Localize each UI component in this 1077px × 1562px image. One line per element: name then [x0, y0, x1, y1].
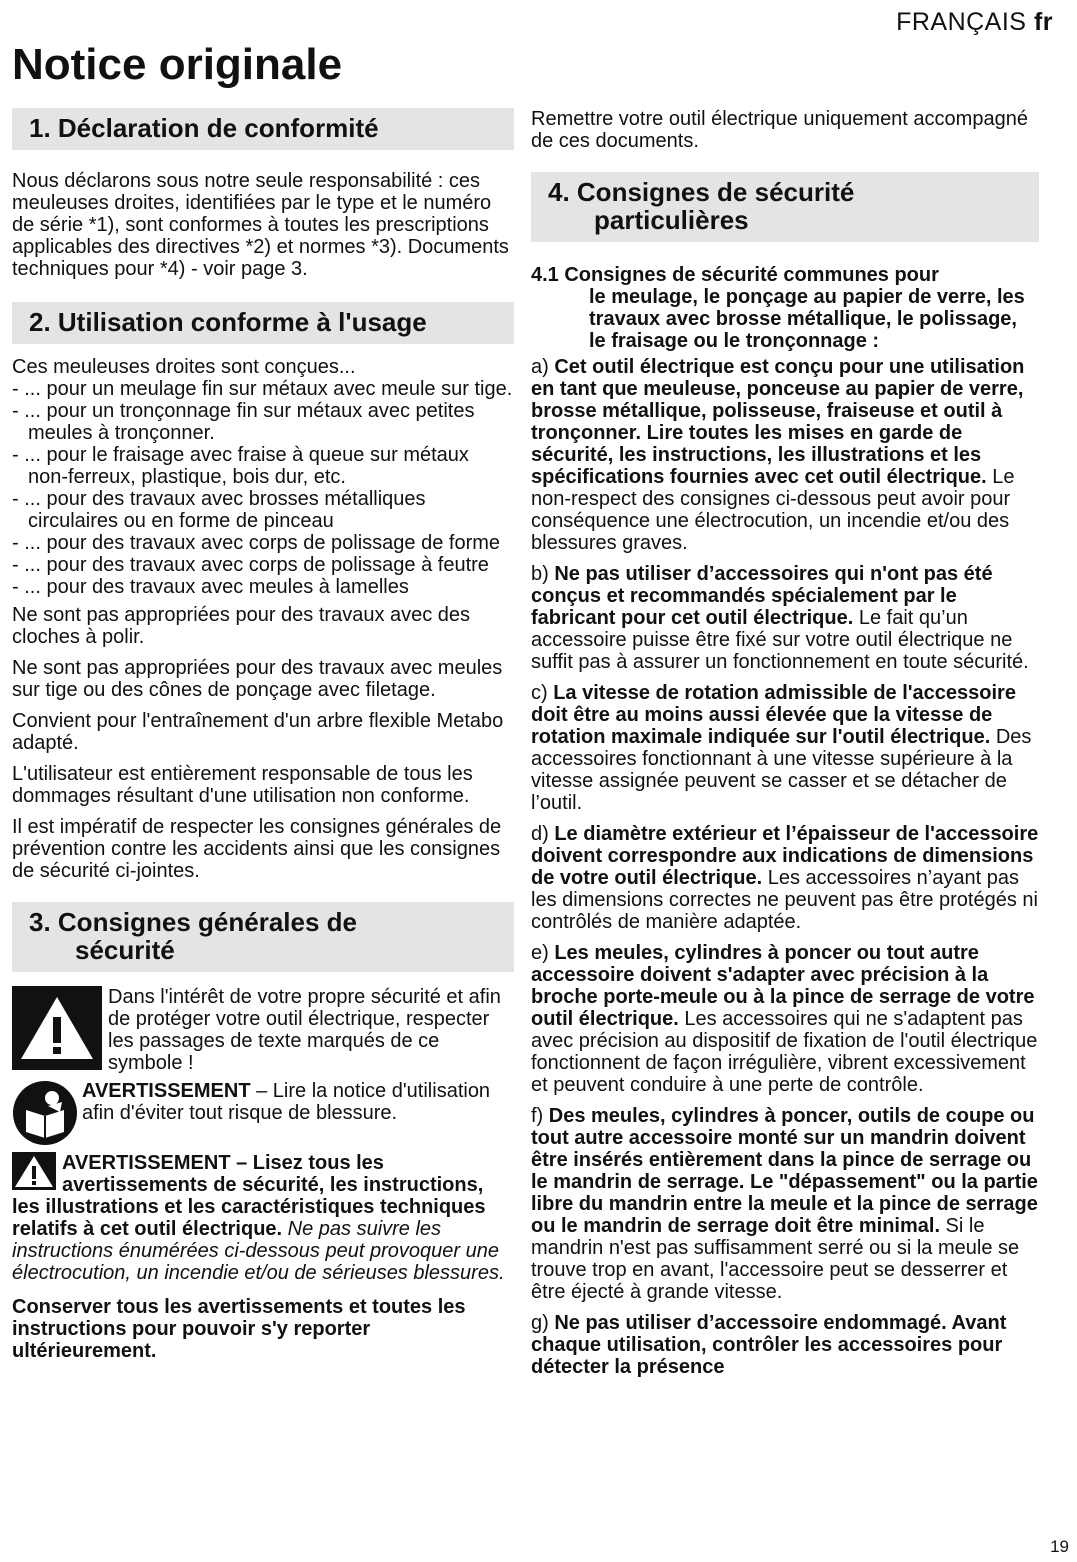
section-1-heading: 1. Déclaration de conformité [12, 108, 514, 150]
subsection-4-1-heading: 4.1 Consignes de sécurité communes pour le meulage, le ponçage au papier de verre, les travaux avec brosse métallique, le polissage, le fraisage ou le tronçonnage : [531, 264, 1025, 352]
keep-instructions: Conserver tous les avertissements et toutes les instructions pour pouvoir s'y reporter ultérieurement. [12, 1296, 466, 1362]
usage-list [12, 378, 514, 598]
page-title: Notice originale [12, 40, 343, 89]
list-item: - ... pour un tronçonnage fin sur métaux avec petites meules à tronçonner. [12, 400, 475, 444]
section-2-paragraph: Ne sont pas appropriées pour des travaux avec meules sur tige ou des cônes de ponçage avec filetage. [12, 657, 503, 701]
list-item: - ... pour des travaux avec corps de polissage de forme [12, 532, 501, 554]
list-item: - ... pour des travaux avec meules à lamelles [12, 576, 409, 598]
safety-item-d: d) Le diamètre extérieur et l’épaisseur de l'accessoire doivent correspondre aux indications de dimensions de votre outil électrique. Les accessoires n’ayant pas les dimensions correctes ne peuvent pas être protégés ni contrôlés de manière adaptée. [531, 823, 1039, 933]
right-column [531, 108, 1039, 1387]
section-2-paragraph: Il est impératif de respecter les consignes générales de prévention contre les accidents ainsi que les consignes de sécurité ci-jointes. [12, 816, 502, 882]
symbol-text: Dans l'intérêt de votre propre sécurité et afin de protéger votre outil électrique, respecter les passages de texte marqués de ce symbole ! [108, 986, 501, 1074]
safety-item-e: e) Les meules, cylindres à poncer ou tout autre accessoire doivent s'adapter avec précision à la broche porte-meule ou à la pince de serrage de votre outil électrique. Les accessoires qui ne s'adaptent pas avec précision au dispositif de fixation de l'outil électrique fonctionnent de façon irrégulière, vibrent excessivement et peuvent conduire à une perte de contrôle. [531, 942, 1038, 1096]
section-2-heading: 2. Utilisation conforme à l'usage [12, 302, 514, 344]
language-name: FRANÇAIS [896, 8, 1027, 36]
section-2-paragraph: L'utilisateur est entièrement responsable de tous les dommages résultant d'une utilisation non conforme. [12, 763, 473, 807]
list-item: - ... pour des travaux avec corps de polissage à feutre [12, 554, 489, 576]
language-label [896, 8, 1053, 37]
warning-text: – Lire la notice d'utilisation afin d'éviter tout risque de blessure. [82, 1080, 491, 1124]
general-warning: AVERTISSEMENT – Lisez tous les avertissements de sécurité, les instructions, les illustrations et les caractéristiques techniques relatifs à cet outil électrique. Ne pas suivre les instructions énumérées ci-dessous peut provoquer une électrocution, un incendie et/ou de sérieuses blessures. [12, 1152, 505, 1284]
language-code: fr [1033, 8, 1053, 36]
left-column [12, 108, 514, 1371]
page-number: 19 [1050, 1537, 1069, 1556]
list-item: - ... pour le fraisage avec fraise à queue sur métaux non-ferreux, plastique, bois dur, etc. [12, 444, 469, 488]
safety-symbol-note [12, 986, 514, 1074]
list-item: - ... pour des travaux avec brosses métalliques circulaires ou en forme de pinceau [12, 488, 426, 532]
section-2-paragraph: Ne sont pas appropriées pour des travaux avec des cloches à polir. [12, 604, 471, 648]
section-2-paragraph: Convient pour l'entraînement d'un arbre flexible Metabo adapté. [12, 710, 504, 754]
list-item: - ... pour un meulage fin sur métaux avec meule sur tige. [12, 378, 513, 400]
safety-item-g: g) Ne pas utiliser d’accessoire endommagé. Avant chaque utilisation, contrôler les accessoires pour détecter la présence [531, 1312, 1007, 1378]
section-2-intro: Ces meuleuses droites sont conçues... [12, 356, 356, 378]
read-manual-warning [12, 1080, 514, 1146]
safety-item-f: f) Des meules, cylindres à poncer, outils de coupe ou tout autre accessoire monté sur un mandrin doivent être insérés entièrement dans la pince de serrage ou le mandrin de serrage. Le "dépassement" ou la partie libre du mandrin entre la meule et la pince de serrage ou le mandrin de serrage doit être minimal. Si le mandrin n'est pas suffisamment serré ou si la meule se trouve trop en avant, l'accessoire peut se desserrer et être éjecté à grande vitesse. [531, 1105, 1038, 1303]
warning-triangle-small-icon [12, 1152, 56, 1190]
section-4-heading: 4. Consignes de sécurité particulières [531, 172, 1039, 242]
safety-item-b: b) Ne pas utiliser d’accessoires qui n'ont pas été conçus et recommandés spécialement par le fabricant pour cet outil électrique. Le fait qu’un accessoire puisse être fixé sur votre outil électrique ne suffit pas à assurer un fonctionnement en toute sécurité. [531, 563, 1029, 673]
right-intro: Remettre votre outil électrique uniquement accompagné de ces documents. [531, 108, 1028, 152]
warning-triangle-icon [12, 986, 102, 1070]
section-3-heading: 3. Consignes générales de sécurité [12, 902, 514, 972]
safety-item-c: c) La vitesse de rotation admissible de l'accessoire doit être au moins aussi élevée que la vitesse de rotation maximale indiquée sur l'outil électrique. Des accessoires fonctionnant à une vitesse supérieure à la vitesse assignée peuvent se casser et se détacher de l’outil. [531, 682, 1032, 814]
warning-label: AVERTISSEMENT [82, 1080, 251, 1102]
section-1-body: Nous déclarons sous notre seule responsabilité : ces meuleuses droites, identifiées par le type et le numéro de série *1), sont conformes à toutes les prescriptions applicables des directives *2) et normes *3). Documents techniques pour *4) - voir page 3. [12, 170, 509, 280]
read-manual-icon [12, 1080, 78, 1146]
safety-item-a: a) Cet outil électrique est conçu pour une utilisation en tant que meuleuse, ponceuse au papier de verre, brosse métallique, polisseuse, fraiseuse et outil à tronçonner. Lire toutes les mises en garde de sécurité, les instructions, les illustrations et les spécifications fournies avec cet outil électrique. Le non-respect des consignes ci-dessous peut avoir pour conséquence une électrocution, un incendie et/ou des blessures graves. [531, 356, 1025, 554]
